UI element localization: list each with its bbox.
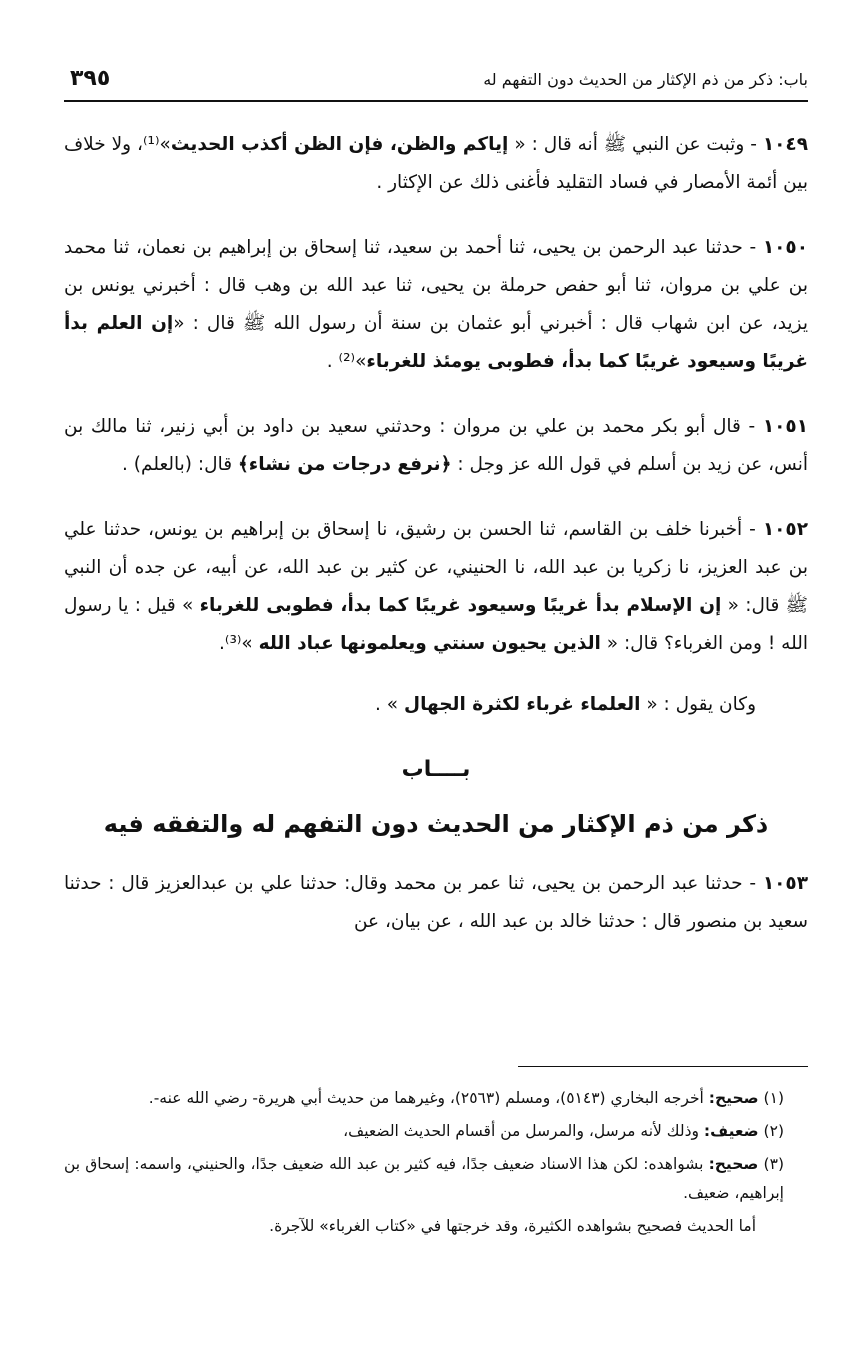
note-intro: وكان يقول : « <box>640 694 756 715</box>
text-segment: »⁽²⁾ . <box>326 351 367 372</box>
hadith-quote: الذين يحيون سنتي ويعلمونها عباد الله <box>258 633 601 654</box>
main-text <box>64 126 808 968</box>
footnote-text: بشواهده: لكن هذا الاسناد ضعيف جدًا، فيه كثير بن عبد الله ضعيف جدًا، والحنيني، واسمه: إسحاق بن إبراهيم، ضعيف. <box>64 1155 784 1202</box>
footnote-2 <box>64 1117 808 1146</box>
text-segment: - حدثنا عبد الرحمن بن يحيى، ثنا عمر بن محمد وقال: حدثنا علي بن عبدالعزيز قال : حدثنا سعيد بن منصور قال : حدثنا خالد بن عبد الله ، عن بيان، عن <box>64 873 808 932</box>
footnote-text: أخرجه البخاري (٥١٤٣)، ومسلم (٢٥٦٣)، وغيرهما من حديث أبي هريرة- رضي الله عنه-. <box>148 1089 709 1107</box>
footnote-marker: (٣) <box>758 1155 784 1173</box>
footnote-marker: (١) <box>758 1089 784 1107</box>
note-outro: » . <box>375 694 405 715</box>
text-segment: »⁽³⁾. <box>219 633 259 654</box>
hadith-number: ١٠٤٩ <box>762 134 808 155</box>
footnote-conclusion: أما الحديث فصحيح بشواهده الكثيرة، وقد خرجتها في «كتاب الغرباء» للآجرة. <box>269 1217 756 1235</box>
hadith-quote: إياكم والظن، فإن الظن أكذب الحديث <box>170 134 509 155</box>
hadith-1050 <box>64 229 808 381</box>
page-number: ٣٩٥ <box>70 66 111 91</box>
text-segment: - قال أبو بكر محمد بن علي بن مروان : وحدثني سعيد بن داود بن أبي زنير، ثنا مالك بن أنس، عن زيد بن أسلم في قول الله عز وجل : <box>64 416 808 475</box>
footnote-marker: (٢) <box>758 1122 784 1140</box>
footnotes <box>64 1084 808 1245</box>
running-title: باب: ذكر من ذم الإكثار من الحديث دون التفهم له <box>483 70 808 89</box>
text-segment: »⁽¹⁾، ولا خلاف بين أئمة الأمصار في فساد التقليد فأغنى ذلك عن الإكثار . <box>64 134 808 193</box>
footnote-grade: صحيح: <box>708 1155 759 1173</box>
chapter-title: ذكر من ذم الإكثار من الحديث دون التفهم له والتفقه فيه <box>103 810 769 838</box>
text-segment: - أخبرنا خلف بن القاسم، ثنا الحسن بن رشيق، نا إسحاق بن إبراهيم بن يونس، حدثنا علي بن عبد العزيز، نا زكريا بن عبد الله، نا الحنيني، عن كثير بن عبد الله، عن أبيه، عن جده أن النبي ﷺ قال: « <box>64 519 808 616</box>
saying-note <box>64 686 808 724</box>
footnote-divider <box>518 1066 808 1067</box>
footnote-3 <box>64 1150 808 1208</box>
hadith-number: ١٠٥١ <box>762 416 808 437</box>
text-segment: - وثبت عن النبي ﷺ أنه قال : « <box>508 134 763 155</box>
running-header <box>64 66 808 102</box>
hadith-quote: إن العلم بدأ غريبًا وسيعود غريبًا كما بدأ، فطوبى يومئذ للغرباء <box>64 313 808 372</box>
text-segment: » قيل : يا رسول الله ! ومن الغرباء؟ قال: « <box>64 595 808 654</box>
footnote-text: وذلك لأنه مرسل، والمرسل من أقسام الحديث الضعيف، <box>343 1122 704 1140</box>
hadith-quote: إن الإسلام بدأ غريبًا وسيعود غريبًا كما بدأ، فطوبى للغرباء <box>199 595 722 616</box>
hadith-number: ١٠٥٢ <box>762 519 808 540</box>
hadith-number: ١٠٥٣ <box>762 873 808 894</box>
hadith-number: ١٠٥٠ <box>762 237 808 258</box>
footnote-grade: ضعيف: <box>703 1122 759 1140</box>
hadith-1051 <box>64 408 808 484</box>
text-segment: - حدثنا عبد الرحمن بن يحيى، ثنا أحمد بن سعيد، ثنا إسحاق بن إبراهيم بن نعمان، ثنا محمد بن علي بن مروان، ثنا أبو حفص حرملة بن يحيى، ثنا عبد الله بن وهب قال : أخبرني يونس بن يزيد، عن ابن شهاب قال : أخبرني أبو عثمان بن سنة أن رسول الله ﷺ قال : « <box>64 237 808 334</box>
note-quote: العلماء غرباء لكثرة الجهال <box>404 694 641 715</box>
text-segment: قال: (بالعلم) . <box>122 454 238 475</box>
footnote-1 <box>64 1084 808 1113</box>
quran-quote: ﴿نرفع درجات من نشاء﴾ <box>237 454 452 475</box>
hadith-1049 <box>64 126 808 202</box>
hadith-1052 <box>64 511 808 663</box>
footnote-grade: صحيح: <box>708 1089 759 1107</box>
chapter-label: بــــاب <box>401 757 471 782</box>
hadith-1053 <box>64 865 808 941</box>
